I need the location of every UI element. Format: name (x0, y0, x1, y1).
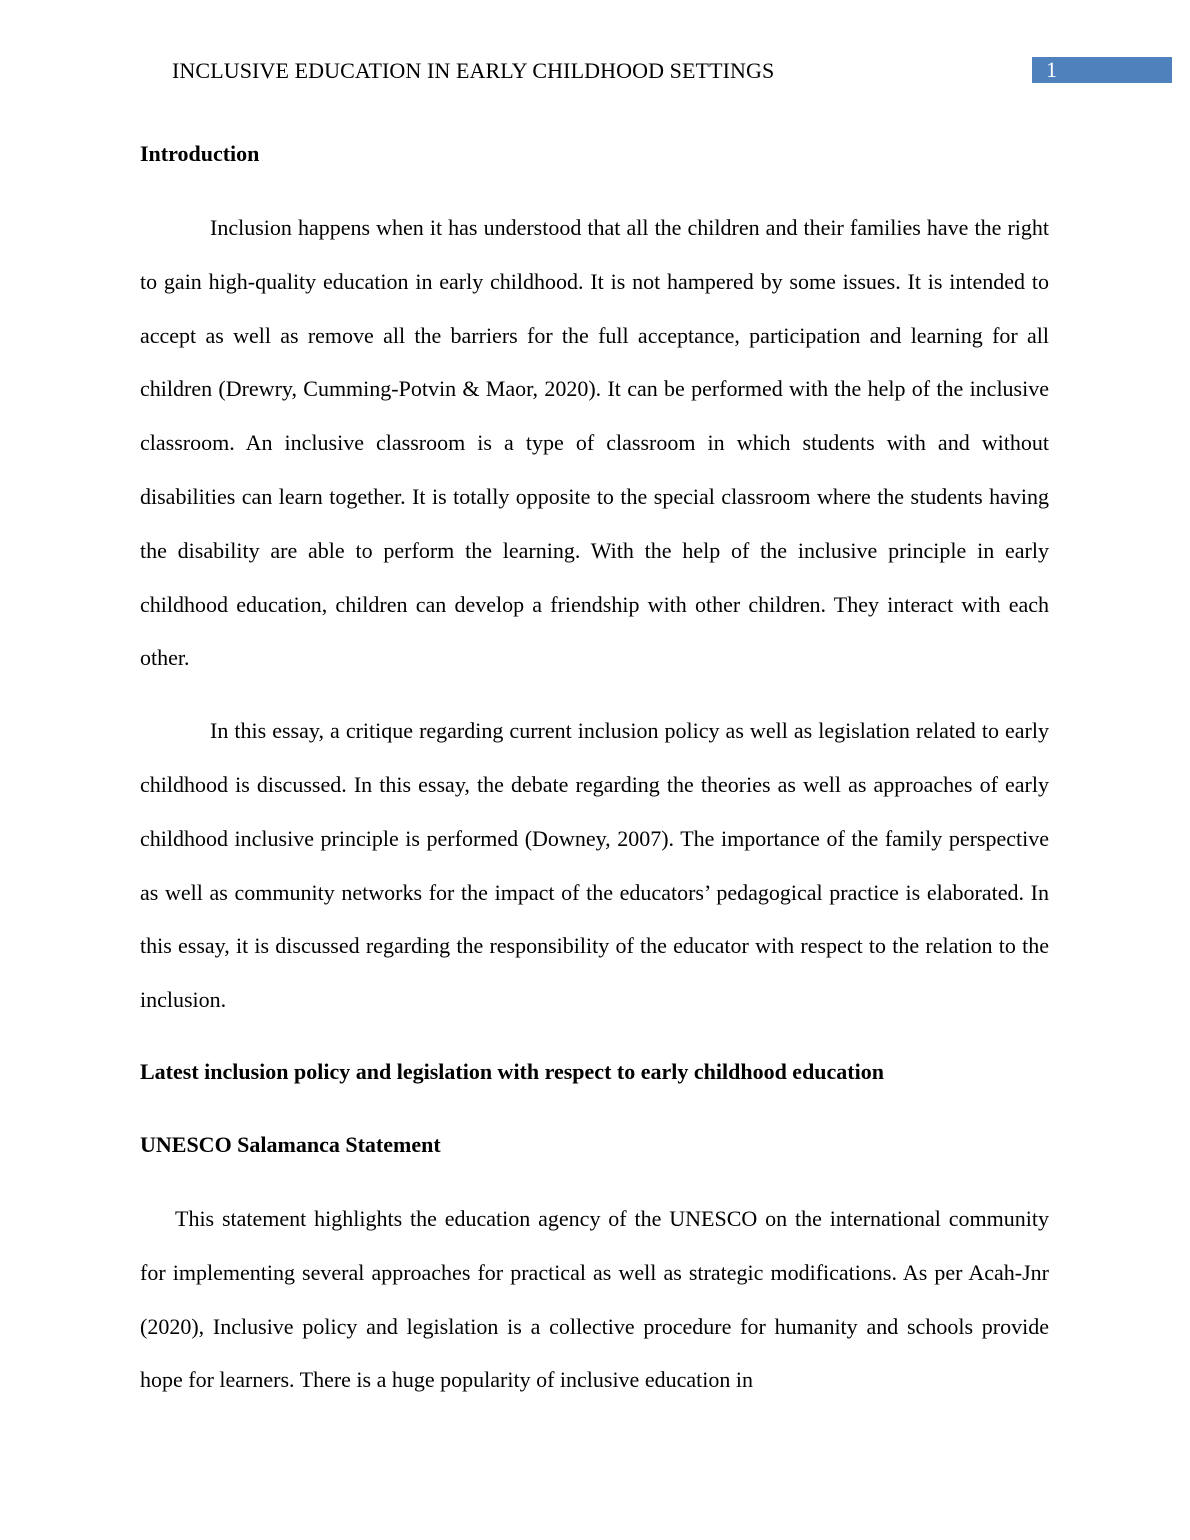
spacer (140, 1027, 1049, 1046)
spacer (140, 685, 1049, 704)
heading-unesco-salamanca: UNESCO Salamanca Statement (140, 1131, 441, 1157)
document-body (140, 128, 1049, 1407)
paragraph-introduction-2: In this essay, a critique regarding current inclusion policy as well as legislation related to early childhood is discussed. In this essay, the debate regarding the theories as well as approaches of early childhood inclusive principle is performed (Downey, 2007). The importance of the family perspective as well as community networks for the impact of the educators’ pedagogical practice is elaborated. In this essay, it is discussed regarding the responsibility of the educator with respect to the relation to the inclusion. (140, 718, 1049, 1013)
spacer (140, 1098, 1049, 1119)
page-number-box (1032, 57, 1172, 83)
heading-latest-policy: Latest inclusion policy and legislation with respect to early childhood education (140, 1058, 884, 1084)
paragraph-introduction-1: Inclusion happens when it has understood that all the children and their families have the right to gain high-quality education in early childhood. It is not hampered by some issues. It is intended to accept as well as remove all the barriers for the full acceptance, participation and learning for all children (Drewry, Cumming-Potvin & Maor, 2020). It can be performed with the help of the inclusive classroom. An inclusive classroom is a type of classroom in which students with and without disabilities can learn together. It is totally opposite to the special classroom where the students having the disability are able to perform the learning. With the help of the inclusive principle in early childhood education, children can develop a friendship with other children. They interact with each other. (140, 215, 1049, 671)
heading-introduction: Introduction (140, 141, 260, 166)
spacer (140, 180, 1049, 201)
page-number: 1 (1046, 57, 1057, 82)
running-head-title: INCLUSIVE EDUCATION IN EARLY CHILDHOOD SETTINGS (172, 58, 775, 83)
paragraph-unesco-1: This statement highlights the education agency of the UNESCO on the international community for implementing several approaches for practical as well as strategic modifications. As per Acah-Jnr (2020), Inclusive policy and legislation is a collective procedure for humanity and schools provide hope for learners. There is a huge popularity of inclusive education in (140, 1205, 1049, 1393)
spacer (140, 1171, 1049, 1192)
